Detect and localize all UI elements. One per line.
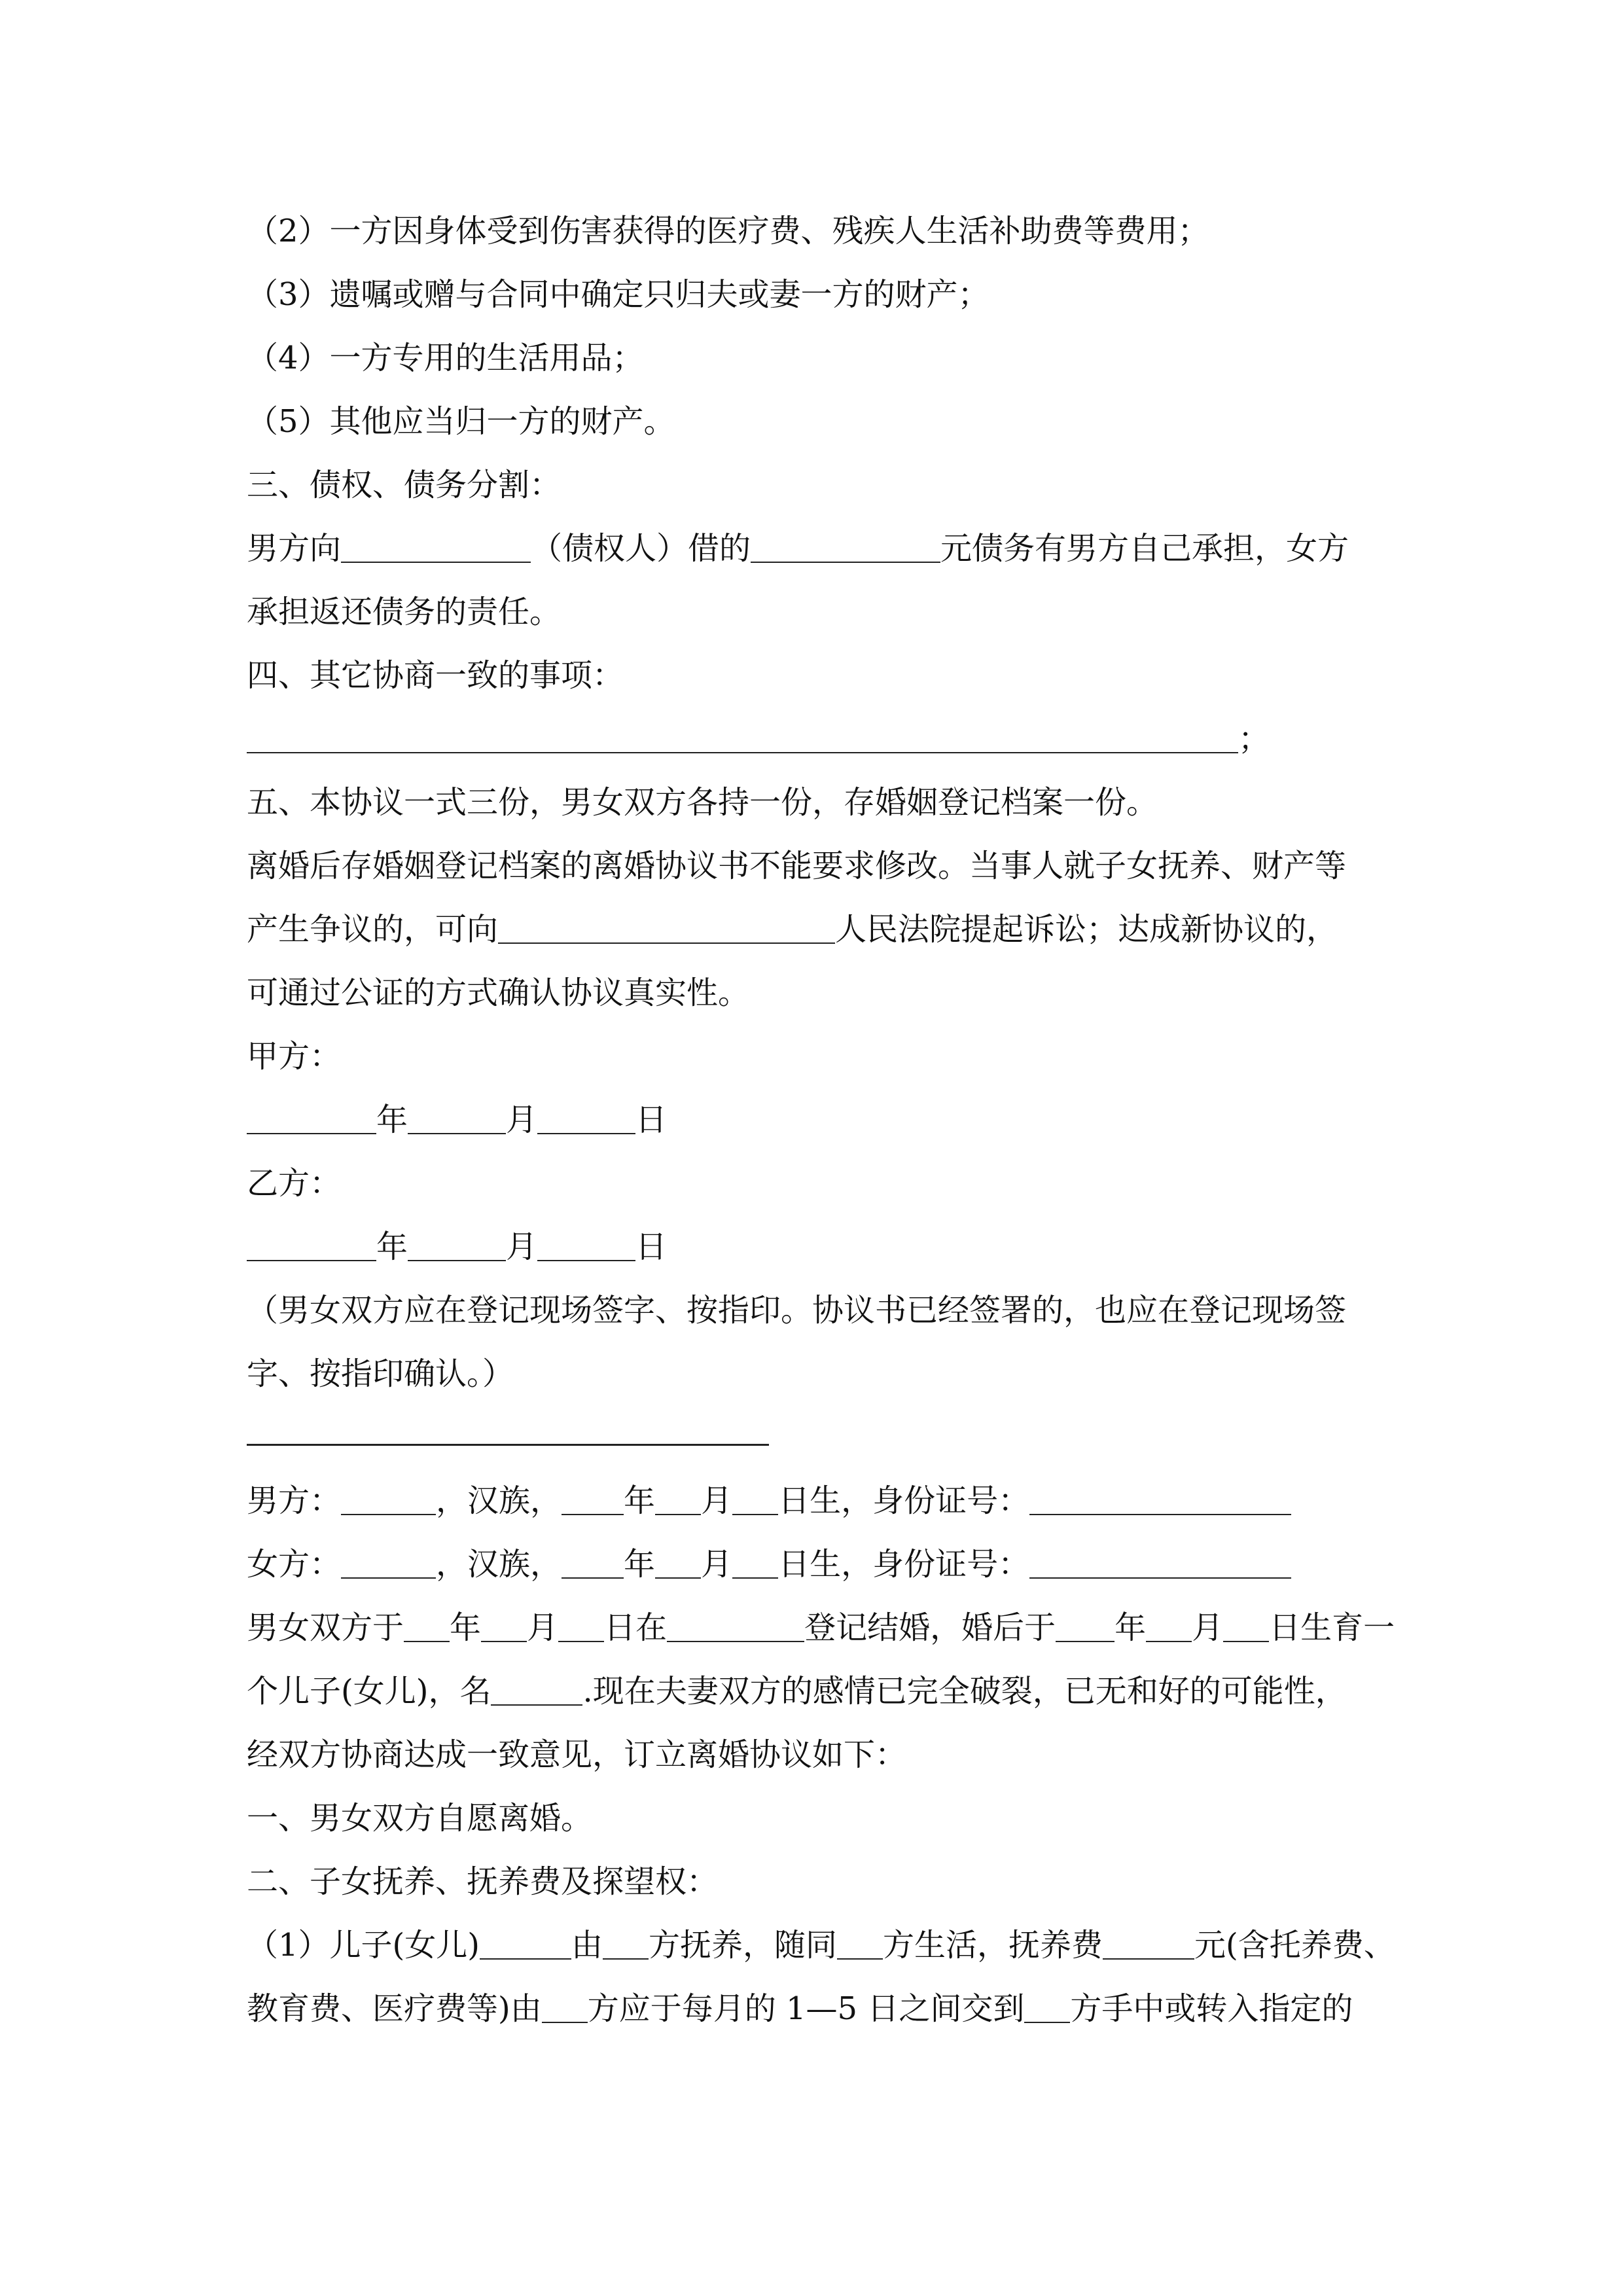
paragraph-line xyxy=(247,1660,1385,1723)
text: 产生争议的，可向 xyxy=(247,911,499,948)
paragraph-line xyxy=(247,1723,1385,1787)
text: 经双方协商达成一致意见，订立离婚协议如下： xyxy=(247,1736,907,1773)
section-heading xyxy=(247,771,1385,834)
paragraph-line xyxy=(247,390,1385,454)
text: 男女双方于 xyxy=(247,1609,404,1646)
paragraph-line xyxy=(247,708,1385,771)
blank-field xyxy=(655,1482,701,1515)
text: 年 xyxy=(376,1102,408,1138)
text: 女方： xyxy=(247,1546,342,1583)
text: 日 xyxy=(635,1229,668,1265)
blank-field xyxy=(1029,1482,1291,1515)
text: （1）儿子(女儿) xyxy=(247,1927,480,1964)
blank-field xyxy=(247,721,1238,753)
text: 日在 xyxy=(604,1609,668,1646)
text: ，汉族， xyxy=(436,1546,562,1583)
blank-field xyxy=(404,1609,450,1642)
paragraph-line xyxy=(247,263,1385,327)
blank-field xyxy=(341,1546,436,1579)
text: 教育费、医疗费等)由 xyxy=(247,1990,542,2027)
paragraph-line xyxy=(247,1914,1395,1977)
text: 人民法院提起诉讼；达成新协议的， xyxy=(835,911,1338,948)
blank-field xyxy=(655,1546,701,1579)
text: 日生育一 xyxy=(1269,1609,1395,1646)
text: 三、债权、债务分割： xyxy=(247,467,562,503)
text: 方应于每月的 1—5 日之间交到 xyxy=(587,1990,1025,2027)
paragraph-line xyxy=(247,1279,1385,1342)
paragraph-line xyxy=(247,327,1385,390)
paragraph-line xyxy=(247,898,1385,961)
blank-field xyxy=(537,1229,635,1261)
text: 五、本协议一式三份，男女双方各持一份，存婚姻登记档案一份。 xyxy=(247,784,1158,821)
blank-field xyxy=(481,1609,527,1642)
male-info-line xyxy=(247,1469,1385,1533)
text: 月 xyxy=(506,1229,538,1265)
text: 月 xyxy=(1192,1609,1224,1646)
text: 男方： xyxy=(247,1482,342,1519)
blank-field xyxy=(562,1546,624,1579)
blank-field xyxy=(542,1990,588,2023)
blank-field xyxy=(667,1609,804,1642)
blank-field xyxy=(1146,1609,1192,1642)
text: （5）其他应当归一方的财产。 xyxy=(247,403,675,440)
blank-field xyxy=(341,1482,436,1515)
text: （债权人）借的 xyxy=(531,530,751,567)
text: 年 xyxy=(376,1229,408,1265)
section-heading xyxy=(247,1850,1385,1914)
text: 字、按指印确认。） xyxy=(247,1355,514,1392)
blank-field xyxy=(751,530,940,563)
separator-bar xyxy=(247,1444,769,1446)
text: 男方向 xyxy=(247,530,342,567)
blank-field xyxy=(1024,1990,1070,2023)
text: 承担返还债务的责任。 xyxy=(247,594,562,630)
paragraph-line xyxy=(247,1977,1385,2041)
blank-field xyxy=(247,1229,376,1261)
blank-field xyxy=(732,1546,778,1579)
blank-field xyxy=(1056,1609,1115,1642)
text: 方抚养，随同 xyxy=(649,1927,838,1964)
text: 元(含托养费、 xyxy=(1194,1927,1395,1964)
document-body xyxy=(247,200,1395,2041)
text: 日生，身份证号： xyxy=(778,1482,1030,1519)
blank-field xyxy=(1029,1546,1291,1579)
paragraph-line xyxy=(247,581,1385,644)
text: 年 xyxy=(624,1482,656,1519)
blank-field xyxy=(491,1673,582,1706)
text: 方生活，抚养费 xyxy=(883,1927,1103,1964)
text: （3）遗嘱或赠与合同中确定只归夫或妻一方的财产； xyxy=(247,276,990,313)
blank-field xyxy=(537,1102,635,1134)
text: 离婚后存婚姻登记档案的离婚协议书不能要求修改。当事人就子女抚养、财产等 xyxy=(247,848,1347,884)
blank-field xyxy=(498,911,835,944)
paragraph-line xyxy=(247,834,1385,898)
text: 甲方： xyxy=(247,1038,342,1075)
text: 方手中或转入指定的 xyxy=(1070,1990,1353,2027)
blank-field xyxy=(603,1927,649,1960)
blank-field xyxy=(1223,1609,1269,1642)
paragraph-line xyxy=(247,1596,1395,1660)
blank-field xyxy=(1103,1927,1194,1960)
text: 年 xyxy=(1115,1609,1147,1646)
date-line xyxy=(247,1215,1385,1279)
blank-field xyxy=(247,1102,376,1134)
paragraph-line xyxy=(247,517,1385,581)
section-heading xyxy=(247,454,1385,517)
text: （2）一方因身体受到伤害获得的医疗费、残疾人生活补助费等费用； xyxy=(247,213,1209,249)
party-a-label xyxy=(247,1025,1385,1088)
text: 月 xyxy=(701,1546,733,1583)
blank-field xyxy=(732,1482,778,1515)
text: 月 xyxy=(506,1102,538,1138)
blank-field xyxy=(408,1229,506,1261)
text: 日生，身份证号： xyxy=(778,1546,1030,1583)
text: 年 xyxy=(624,1546,656,1583)
text: 日 xyxy=(635,1102,668,1138)
paragraph-line xyxy=(247,200,1385,263)
section-heading xyxy=(247,644,1385,708)
paragraph-line xyxy=(247,1342,1385,1406)
text: 月 xyxy=(527,1609,559,1646)
female-info-line xyxy=(247,1533,1385,1596)
text: 由 xyxy=(571,1927,603,1964)
text: 一、男女双方自愿离婚。 xyxy=(247,1800,593,1837)
text: .现在夫妻双方的感情已完全破裂，已无和好的可能性， xyxy=(582,1673,1347,1710)
blank-field xyxy=(558,1609,604,1642)
blank-field xyxy=(837,1927,883,1960)
text: 月 xyxy=(701,1482,733,1519)
separator-line xyxy=(247,1406,1385,1469)
text: ，汉族， xyxy=(436,1482,562,1519)
date-line xyxy=(247,1088,1385,1152)
text: 个儿子(女儿)，名 xyxy=(247,1673,491,1710)
text: （4）一方专用的生活用品； xyxy=(247,340,644,376)
text: 二、子女抚养、抚养费及探望权： xyxy=(247,1863,719,1900)
blank-field xyxy=(408,1102,506,1134)
text: 登记结婚，婚后于 xyxy=(804,1609,1056,1646)
blank-field xyxy=(562,1482,624,1515)
paragraph-line xyxy=(247,961,1385,1025)
text: 可通过公证的方式确认协议真实性。 xyxy=(247,975,750,1011)
text: 四、其它协商一致的事项： xyxy=(247,657,624,694)
text: 乙方： xyxy=(247,1165,342,1202)
section-heading xyxy=(247,1787,1385,1850)
blank-field xyxy=(341,530,531,563)
blank-field xyxy=(480,1927,571,1960)
text: 年 xyxy=(450,1609,482,1646)
party-b-label xyxy=(247,1152,1385,1215)
text: （男女双方应在登记现场签字、按指印。协议书已经签署的，也应在登记现场签 xyxy=(247,1292,1347,1329)
text: 元债务有男方自己承担，女方 xyxy=(940,530,1349,567)
text: ； xyxy=(1238,721,1270,757)
